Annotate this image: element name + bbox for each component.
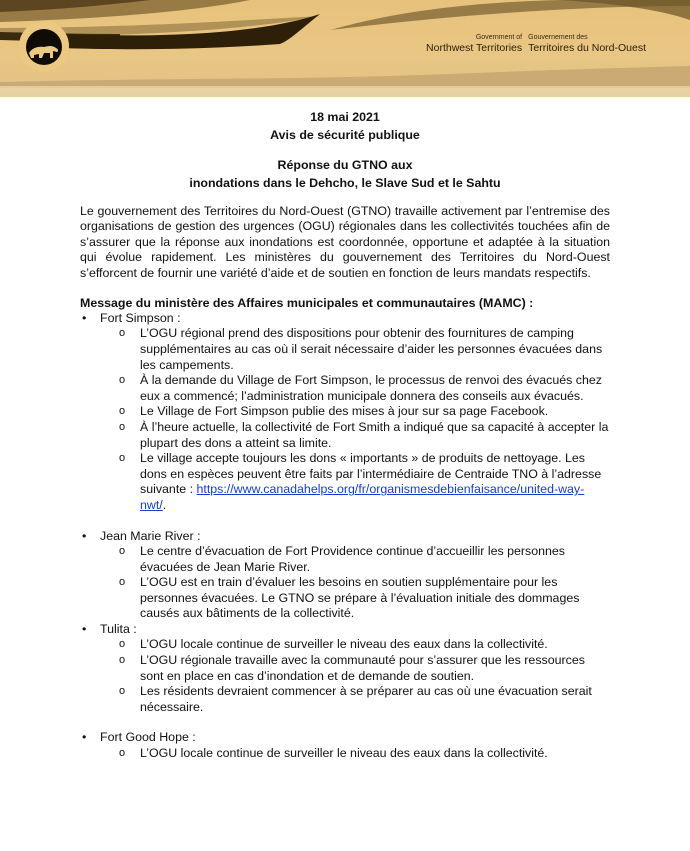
circle-bullet-icon: o [119, 374, 126, 387]
spacer [0, 514, 690, 529]
circle-bullet-icon: o [119, 421, 126, 433]
circle-bullet-icon: o [119, 685, 126, 698]
polar-bear-icon [26, 29, 62, 65]
item-text: L’OGU est en train d’évaluer les besoins en soutien supplémentaire pour les personnes évacuées. Le GTNO se prépare à l’évaluation initiale des dommages causés aux bâtiments de la collectivité. [140, 575, 580, 621]
intro-paragraph: Le gouvernement des Territoires du Nord-Ouest (GTNO) travaille activement par l’entremise des organisations de gestion des urgences (OGU) régionales dans les collectivités touchées afin de s’assurer que la réponse aux inondations est coordonnée, opportune et adaptée à la situation qui évolue rapidement. Les ministères du gouvernement des Territoires du Nord-Ouest s’efforcent de fournir une variété d’aide et de soutien en fonction de leurs mandats respectifs. [80, 204, 610, 280]
document-body [0, 97, 690, 761]
government-wordmark [426, 33, 646, 54]
subject-line-1: Réponse du GTNO aux [277, 158, 413, 172]
item-text: À la demande du Village de Fort Simpson, le processus de renvoi des évacués chez eux a commencé; l’administration municipale donnera des conseils aux évacués. [140, 373, 602, 403]
item-text-after: . [162, 497, 167, 512]
item-text: Les résidents devraient commencer à se préparer au cas où une évacuation serait nécessaire. [140, 684, 592, 714]
spacer [0, 715, 690, 730]
section-heading: Message du ministère des Affaires municipales et communautaires (MAMC) : [80, 296, 534, 311]
community-list [0, 311, 690, 761]
bullet-icon: • [82, 311, 87, 326]
notice-type: Avis de sécurité publique [270, 128, 420, 142]
community-item [0, 730, 690, 745]
circle-bullet-icon: o [119, 452, 126, 465]
community-subitems [0, 326, 690, 513]
list-item [0, 637, 690, 653]
item-text: L’OGU locale continue de surveiller le niveau des eaux dans la collectivité. [140, 637, 548, 652]
community-item [0, 529, 690, 544]
list-item [0, 404, 690, 420]
header-banner [0, 0, 690, 97]
item-text: Le centre d’évacuation de Fort Providence continue d’accueillir les personnes évacuées de Jean Marie River. [140, 543, 565, 574]
circle-bullet-icon: o [119, 638, 126, 651]
circle-bullet-icon: o [119, 327, 126, 340]
list-item [0, 575, 690, 622]
logo-disc [26, 29, 62, 65]
gov-fr-name: Territoires du Nord-Ouest [528, 42, 646, 54]
community-name: Jean Marie River : [100, 528, 201, 543]
gov-en-small: Government of [475, 34, 523, 41]
donation-link[interactable]: https://www.canadahelps.org/fr/organismesdebienfaisance/united-way-nwt/ [140, 482, 585, 512]
circle-bullet-icon: o [119, 576, 126, 589]
item-text: L’OGU régionale travaille avec la communauté pour s’assurer que les ressources sont en place en cas d’inondation et de demande de soutien. [140, 652, 585, 683]
sub-list [0, 326, 690, 513]
release-date: 18 mai 2021 [310, 110, 380, 124]
community-name: Fort Good Hope : [100, 730, 196, 745]
list-item [0, 451, 690, 513]
gov-fr-small: Gouvernement des [528, 34, 588, 41]
item-text: À l’heure actuelle, la collectivité de Fort Smith a indiqué que sa capacité à accepter la plupart des dons a atteint sa limite. [140, 420, 609, 450]
community-name: Fort Simpson : [100, 311, 181, 326]
list-item [0, 746, 690, 762]
circle-bullet-icon: o [119, 544, 126, 557]
community-subitems [0, 544, 690, 622]
list-item [0, 684, 690, 715]
circle-bullet-icon: o [119, 746, 126, 759]
polar-bear-logo [19, 21, 69, 71]
sub-list [0, 746, 690, 762]
bullet-icon: • [82, 528, 87, 543]
list-item [0, 373, 690, 404]
gov-en-name: Northwest Territories [426, 42, 523, 54]
community-item [0, 311, 690, 326]
circle-bullet-icon: o [119, 405, 126, 418]
community-subitems [0, 746, 690, 762]
bullet-icon: • [82, 730, 87, 745]
community-subitems [0, 637, 690, 715]
sub-list [0, 544, 690, 622]
item-text: Le Village de Fort Simpson publie des mises à jour sur sa page Facebook. [140, 404, 549, 419]
circle-bullet-icon: o [119, 653, 126, 666]
subject-line-2: inondations dans le Dehcho, le Slave Sud et le Sahtu [189, 176, 501, 190]
list-item [0, 420, 690, 451]
item-text: L’OGU régional prend des dispositions pour obtenir des fournitures de camping supplémentaires au cas où il serait nécessaire d’aider les personnes évacuées dans les campements. [140, 326, 603, 372]
list-item [0, 544, 690, 575]
community-name: Tulita : [100, 621, 137, 636]
sub-list [0, 637, 690, 715]
community-item [0, 622, 690, 637]
list-item [0, 653, 690, 684]
item-text: L’OGU locale continue de surveiller le niveau des eaux dans la collectivité. [140, 745, 548, 760]
bullet-icon: • [82, 621, 87, 636]
item-text: Le village accepte toujours les dons « importants » de produits de nettoyage. Les dons en espèces peuvent être faits par l’intermédiaire de Centraide TNO à l’adresse suivante : [140, 451, 602, 497]
list-item [0, 326, 690, 373]
